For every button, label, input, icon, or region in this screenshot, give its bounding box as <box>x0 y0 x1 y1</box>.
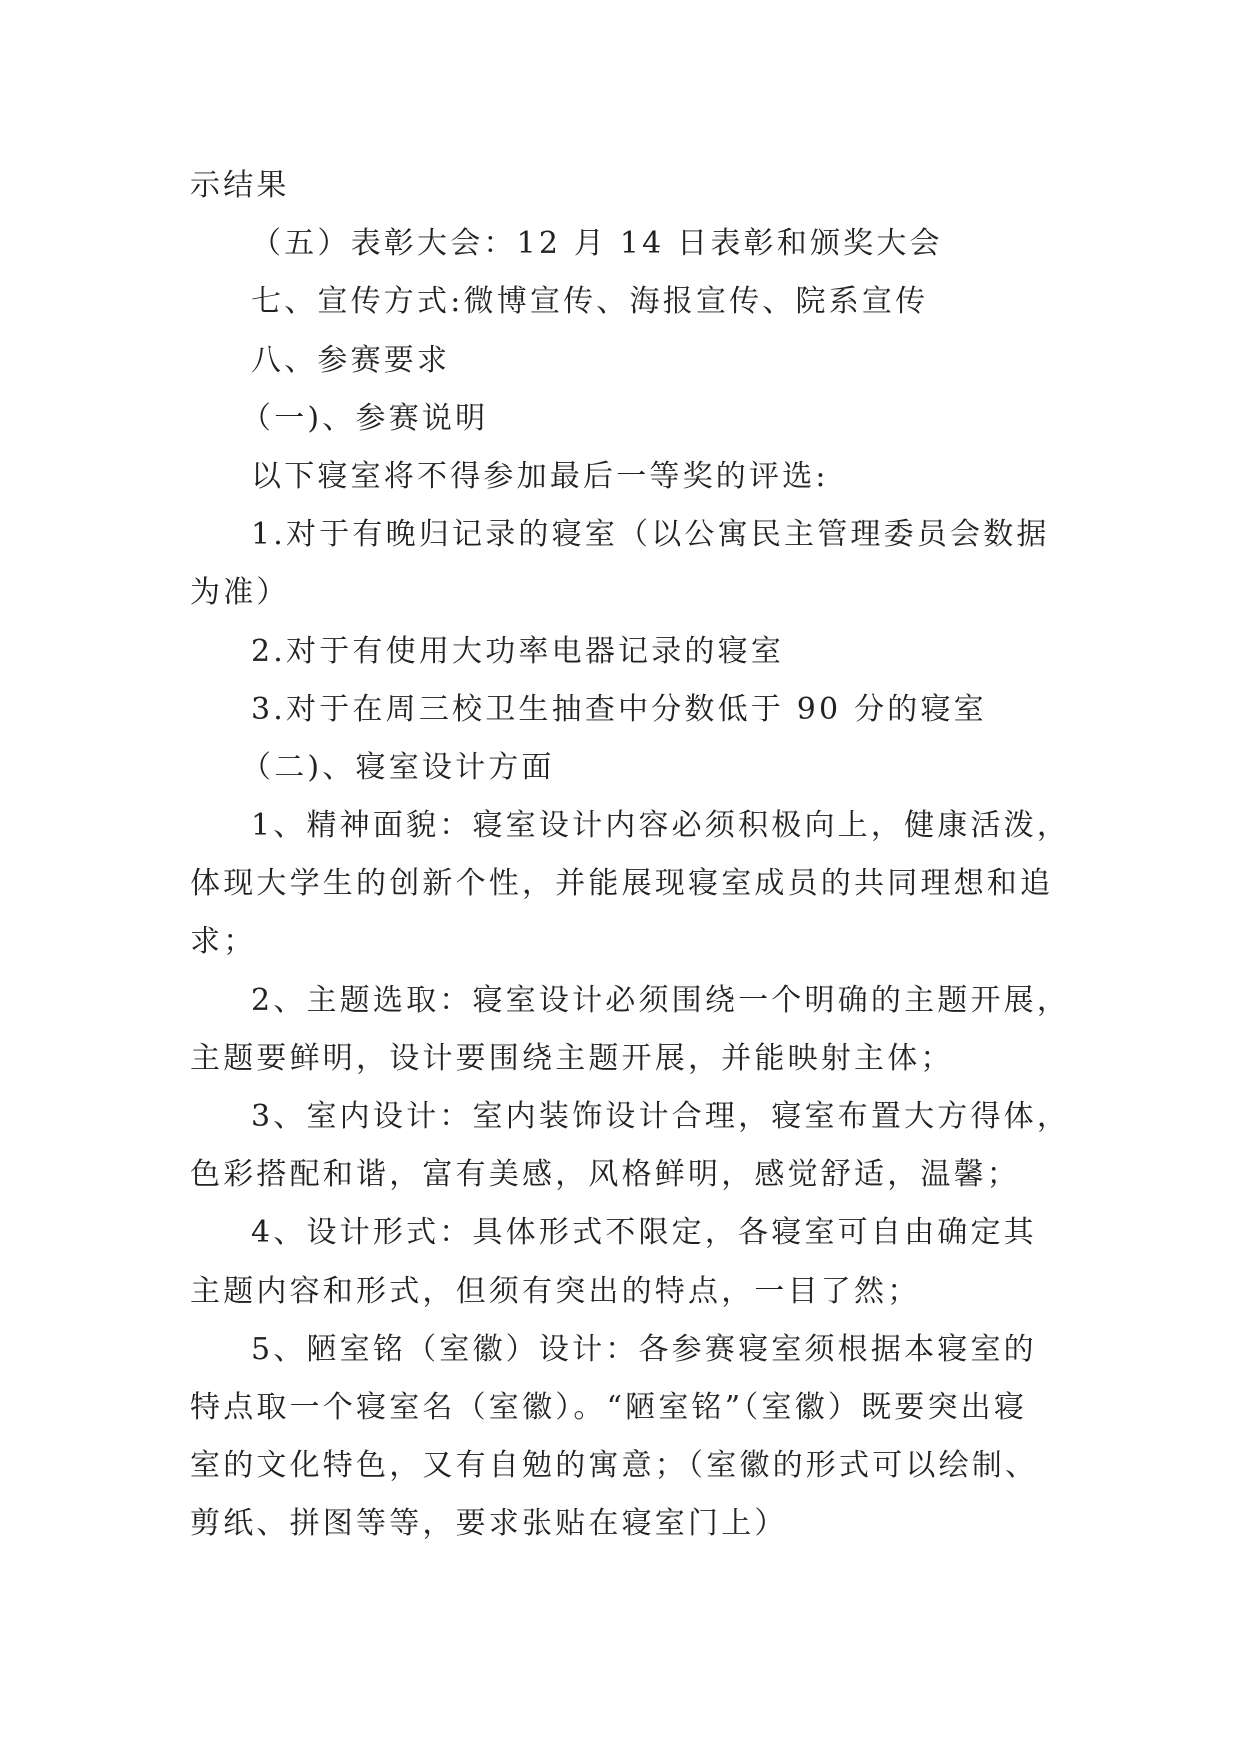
list-item: 1、精神面貌：寝室设计内容必须积极向上，健康活泼， <box>251 808 1071 844</box>
list-item: 4、设计形式：具体形式不限定，各寝室可自由确定其 <box>251 1215 1037 1251</box>
list-item: 2、主题选取：寝室设计必须围绕一个明确的主题开展， <box>251 982 1071 1018</box>
text-line: 主题要鲜明，设计要围绕主题开展，并能映射主体； <box>190 1040 954 1076</box>
list-item: 5、陋室铭（室徽）设计：各参赛寝室须根据本寝室的 <box>251 1331 1037 1367</box>
text-line: 剪纸、拼图等等，要求张贴在寝室门上） <box>190 1506 788 1542</box>
text-line: 以下寝室将不得参加最后一等奖的评选: <box>251 458 829 494</box>
text-line: 特点取一个寝室名（室徽）。“陋室铭”（室徽）既要突出寝 <box>190 1389 1028 1425</box>
section-heading-award-ceremony: （五）表彰大会：12 月 14 日表彰和颁奖大会 <box>251 226 943 262</box>
section-heading-requirements: 八、参赛要求 <box>251 342 451 378</box>
list-item: 1.对于有晚归记录的寝室（以公寓民主管理委员会数据 <box>251 517 1050 553</box>
text-line: 室的文化特色，又有自勉的寓意；（室徽的形式可以绘制、 <box>190 1448 1039 1484</box>
list-item: 3、室内设计：室内装饰设计合理，寝室布置大方得体， <box>251 1099 1071 1134</box>
text-line: 体现大学生的创新个性，并能展现寝室成员的共同理想和追 <box>190 866 1054 902</box>
text-line: 求； <box>190 924 257 960</box>
text-line: 为准） <box>190 575 290 611</box>
document-body <box>190 157 1071 1554</box>
subsection-heading-entry-notes: （一)、参赛说明 <box>241 400 489 436</box>
list-item: 2.对于有使用大功率电器记录的寝室 <box>251 633 785 669</box>
subsection-heading-dorm-design: （二)、寝室设计方面 <box>241 749 555 785</box>
section-heading-publicity: 七、宣传方式:微博宣传、海报宣传、院系宣传 <box>251 284 929 320</box>
text-line: 色彩搭配和谐，富有美感，风格鲜明，感觉舒适，温馨； <box>190 1157 1020 1193</box>
text-line: 示结果 <box>190 168 290 203</box>
list-item: 3.对于在周三校卫生抽查中分数低于 90 分的寝室 <box>251 691 987 727</box>
text-line: 主题内容和形式，但须有突出的特点，一目了然； <box>190 1273 921 1309</box>
